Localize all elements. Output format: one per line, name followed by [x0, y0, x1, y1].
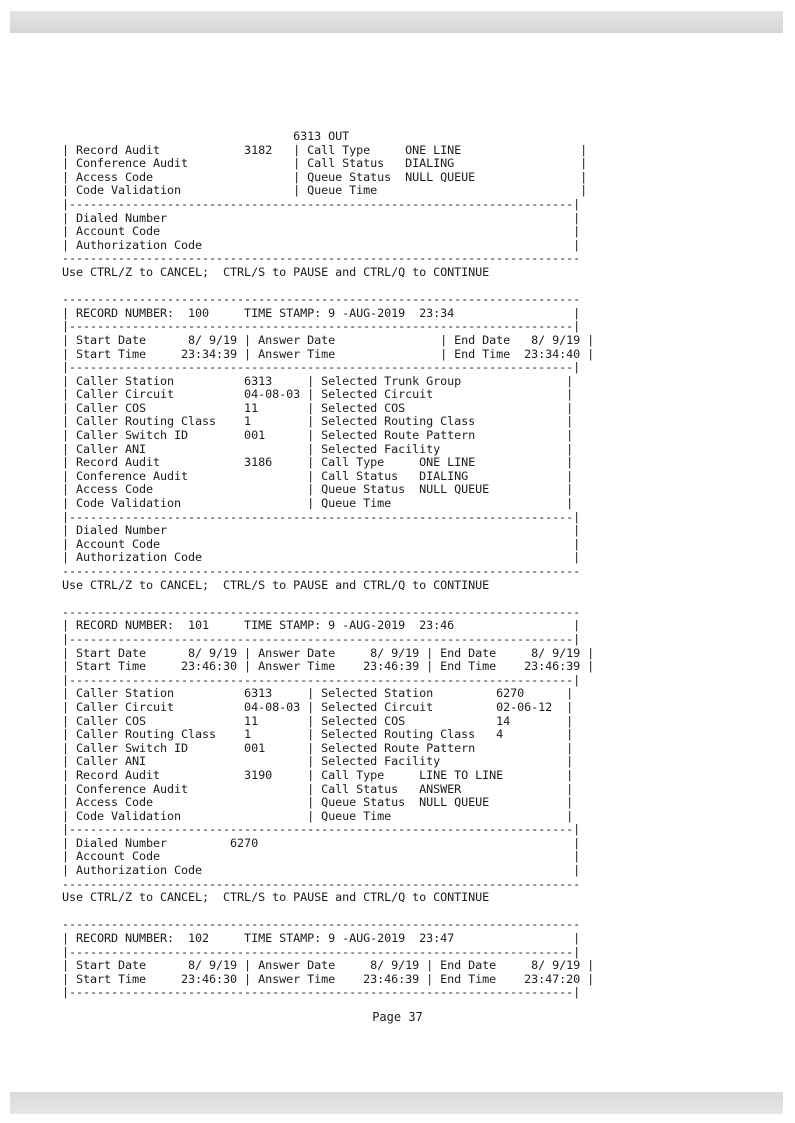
printout-line: | Authorization Code | — [62, 863, 581, 878]
printout-line: | Dialed Number | — [62, 523, 581, 538]
printout-line: | Caller Routing Class 1 | Selected Routing Class | — [62, 414, 574, 429]
printout-line: | Code Validation | Queue Time | — [62, 496, 574, 511]
printout-line: | Caller Switch ID 001 | Selected Route Pattern | — [62, 428, 574, 443]
printout-line: | Caller ANI | Selected Facility | — [62, 754, 574, 769]
printout-line: | Caller Switch ID 001 | Selected Route Pattern | — [62, 740, 574, 755]
printout-line: | Dialed Number | — [62, 210, 581, 225]
printout-line: | Conference Audit | Call Status DIALING | — [62, 156, 588, 171]
printout-line: | Caller COS 11 | Selected COS | — [62, 400, 574, 415]
printout-line: | Account Code | — [62, 849, 581, 864]
printout-line: | Record Audit 3190 | Call Type LINE TO LINE | — [62, 767, 574, 782]
printout-line: -------------------------------------------------------------------------- — [62, 917, 581, 932]
printout-line: | Caller Circuit 04-08-03 | Selected Circuit | — [62, 387, 574, 402]
printout-line: | Access Code | Queue Status NULL QUEUE | — [62, 795, 574, 810]
printout-line: | RECORD NUMBER: 102 TIME STAMP: 9 -AUG-2019 23:47 | — [62, 931, 581, 946]
printout-line: | Code Validation | Queue Time | — [62, 808, 574, 823]
printout-line: -------------------------------------------------------------------------- — [62, 251, 581, 266]
printout-line: | Conference Audit | Call Status DIALING | — [62, 468, 574, 483]
printout-line: | Caller COS 11 | Selected COS 14 | — [62, 713, 574, 728]
printout-line: | Caller Station 6313 | Selected Trunk Group | — [62, 373, 574, 388]
printout-line: | Code Validation | Queue Time | — [62, 183, 588, 198]
printout-line: |------------------------------------------------------------------------| — [62, 985, 581, 1000]
printout-line: | Start Date 8/ 9/19 | Answer Date | End Date 8/ 9/19 | — [62, 332, 595, 347]
printout-line: -------------------------------------------------------------------------- — [62, 604, 581, 619]
scan-edge-bottom — [10, 1092, 783, 1114]
printout-line: |------------------------------------------------------------------------| — [62, 944, 581, 959]
printout-line: | Start Time 23:46:30 | Answer Time 23:46:39 | End Time 23:46:39 | — [62, 659, 595, 674]
printout-line: | Authorization Code | — [62, 237, 581, 252]
printout-line: | Start Date 8/ 9/19 | Answer Date 8/ 9/19 | End Date 8/ 9/19 | — [62, 645, 595, 660]
printout-line: -------------------------------------------------------------------------- — [62, 292, 581, 307]
printout-line: | RECORD NUMBER: 100 TIME STAMP: 9 -AUG-2019 23:34 | — [62, 305, 581, 320]
printout-line: | Dialed Number 6270 | — [62, 835, 581, 850]
printout-line: | Caller Routing Class 1 | Selected Routing Class 4 | — [62, 727, 574, 742]
printout-line: | Record Audit 3182 | Call Type ONE LINE | — [62, 142, 588, 157]
printout-line: | Start Time 23:46:30 | Answer Time 23:46:39 | End Time 23:47:20 | — [62, 971, 595, 986]
printout-line: | Access Code | Queue Status NULL QUEUE | — [62, 482, 574, 497]
printout-line: | Start Date 8/ 9/19 | Answer Date 8/ 9/19 | End Date 8/ 9/19 | — [62, 958, 595, 973]
printout-line: | Access Code | Queue Status NULL QUEUE | — [62, 169, 588, 184]
printout-line: |------------------------------------------------------------------------| — [62, 319, 581, 334]
printout-line: Use CTRL/Z to CANCEL; CTRL/S to PAUSE and CTRL/Q to CONTINUE — [62, 577, 490, 592]
printout-line: Use CTRL/Z to CANCEL; CTRL/S to PAUSE and CTRL/Q to CONTINUE — [62, 890, 490, 905]
printout-line: | Record Audit 3186 | Call Type ONE LINE | — [62, 455, 574, 470]
printout-line: |------------------------------------------------------------------------| — [62, 196, 581, 211]
page-number: Page 37 — [372, 1010, 423, 1024]
printout-line: | Start Time 23:34:39 | Answer Time | End Time 23:34:40 | — [62, 346, 595, 361]
printout-line: | Account Code | — [62, 224, 581, 239]
scan-edge-top — [10, 11, 783, 33]
printout-line: | Caller ANI | Selected Facility | — [62, 441, 574, 456]
printout-line: -------------------------------------------------------------------------- — [62, 564, 581, 578]
printout-line: | Caller Station 6313 | Selected Station 6270 | — [62, 686, 574, 701]
printout-line: Use CTRL/Z to CANCEL; CTRL/S to PAUSE and CTRL/Q to CONTINUE — [62, 264, 490, 279]
call-record-printout — [62, 130, 594, 1000]
printout-line: |------------------------------------------------------------------------| — [62, 672, 581, 687]
printout-line: -------------------------------------------------------------------------- — [62, 876, 581, 891]
printout-line: |------------------------------------------------------------------------| — [62, 822, 581, 837]
printout-line: | Conference Audit | Call Status ANSWER | — [62, 781, 574, 796]
printout-line: | RECORD NUMBER: 101 TIME STAMP: 9 -AUG-2019 23:46 | — [62, 618, 581, 633]
printout-line: |------------------------------------------------------------------------| — [62, 509, 581, 524]
printout-line: | Caller Circuit 04-08-03 | Selected Circuit 02-06-12 | — [62, 699, 574, 714]
printout-line: | Account Code | — [62, 536, 581, 551]
printout-line: |------------------------------------------------------------------------| — [62, 631, 581, 646]
printout-line: |------------------------------------------------------------------------| — [62, 360, 581, 375]
printout-line: 6313 OUT — [62, 129, 350, 143]
printout-line: | Authorization Code | — [62, 550, 581, 565]
